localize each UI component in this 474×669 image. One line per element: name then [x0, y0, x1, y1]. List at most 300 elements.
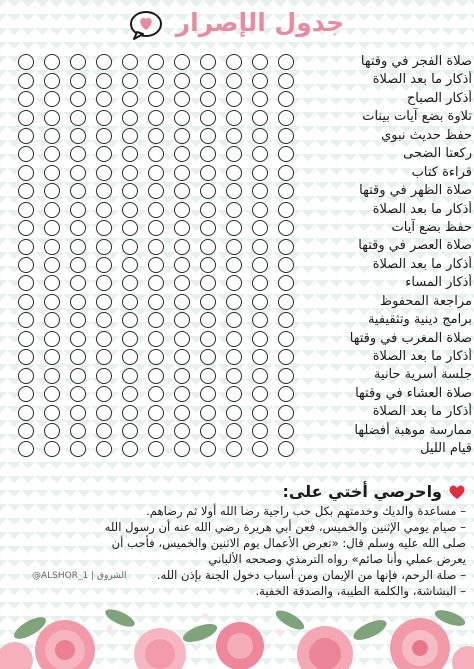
tracking-circle[interactable] [96, 349, 112, 365]
tracking-circle[interactable] [122, 441, 138, 457]
tracking-circle[interactable] [174, 312, 190, 328]
tracking-circle[interactable] [122, 110, 138, 126]
tip-line: – مساعدة والديك وخدمتهم بكل حب راجية رضا الله أولا ثم رضاهم. [146, 504, 466, 518]
tracking-circle[interactable] [96, 183, 112, 199]
tracking-circle[interactable] [226, 73, 242, 89]
tracking-circle[interactable] [252, 239, 268, 255]
tracking-circle[interactable] [18, 294, 34, 310]
tracking-circle[interactable] [122, 183, 138, 199]
tracking-circle[interactable] [122, 312, 138, 328]
tracking-circle[interactable] [122, 257, 138, 273]
tracking-circle[interactable] [96, 275, 112, 291]
tracking-circle[interactable] [148, 165, 164, 181]
tracking-circle[interactable] [122, 349, 138, 365]
tracking-circle[interactable] [18, 441, 34, 457]
tracking-circle[interactable] [96, 331, 112, 347]
tracking-circle[interactable] [44, 275, 60, 291]
tracking-circle[interactable] [122, 368, 138, 384]
tracking-circle[interactable] [148, 54, 164, 70]
tracking-circle[interactable] [226, 202, 242, 218]
tracking-circle[interactable] [96, 257, 112, 273]
tracking-circle[interactable] [252, 202, 268, 218]
tip-line: – البشاشة، والكلمة الطيبة، والصدقة الخفية. [255, 584, 466, 598]
tracking-circle[interactable] [18, 423, 34, 439]
tip-line: صلى الله عليه وسلم قال: «تعرض الأعمال يوم الاثنين والخميس، فأحب أن [111, 536, 466, 550]
grid-row [18, 256, 294, 274]
tracking-circle[interactable] [252, 423, 268, 439]
tip-line: يعرض عملي وأنا صائم» رواه الترمذي وصححه الألباني [208, 552, 466, 566]
tracking-circle[interactable] [226, 183, 242, 199]
tracking-circle[interactable] [174, 368, 190, 384]
grid-row [18, 311, 294, 329]
tracking-circle[interactable] [18, 275, 34, 291]
tracking-circle[interactable] [252, 275, 268, 291]
tracking-circle[interactable] [96, 239, 112, 255]
tracking-circle[interactable] [44, 331, 60, 347]
tracking-circle[interactable] [44, 183, 60, 199]
tracking-circle[interactable] [174, 165, 190, 181]
tracking-circle[interactable] [200, 368, 216, 384]
tracking-circle[interactable] [174, 202, 190, 218]
tracking-circle[interactable] [44, 239, 60, 255]
tracking-circle[interactable] [226, 146, 242, 162]
tracking-circle[interactable] [200, 441, 216, 457]
tracking-circle[interactable] [18, 220, 34, 236]
tips-list [8, 503, 466, 599]
tracking-circle[interactable] [252, 91, 268, 107]
tracking-circle[interactable] [18, 386, 34, 402]
title-bar [0, 6, 474, 42]
task-label: ممارسة موهبة أفضلها [354, 422, 472, 438]
tracking-circle[interactable] [18, 368, 34, 384]
tracking-circle[interactable] [148, 146, 164, 162]
tracking-circle[interactable] [44, 202, 60, 218]
tracking-circle[interactable] [44, 54, 60, 70]
tracking-circle[interactable] [278, 165, 294, 181]
tracking-circle[interactable] [174, 73, 190, 89]
task-label: جلسة أسرية حانية [374, 367, 472, 383]
grid-row [18, 90, 294, 108]
tracking-circle[interactable] [44, 220, 60, 236]
tracking-circle[interactable] [96, 54, 112, 70]
tracking-circle[interactable] [148, 257, 164, 273]
tracking-circle[interactable] [70, 220, 86, 236]
tracking-circle[interactable] [226, 110, 242, 126]
tracking-circle[interactable] [70, 331, 86, 347]
tracking-circle[interactable] [70, 275, 86, 291]
tracking-circle[interactable] [44, 368, 60, 384]
tracking-circle[interactable] [226, 423, 242, 439]
grid-row [18, 237, 294, 255]
tracking-circle[interactable] [278, 183, 294, 199]
tracking-circle[interactable] [96, 146, 112, 162]
tracking-circle[interactable] [148, 110, 164, 126]
tracking-circle[interactable] [278, 239, 294, 255]
tracking-circle[interactable] [148, 423, 164, 439]
tracking-circle[interactable] [96, 165, 112, 181]
tracking-circle[interactable] [122, 331, 138, 347]
page-title: جدول الإصرار [175, 8, 345, 37]
tracking-circle[interactable] [174, 275, 190, 291]
tips-section [8, 482, 466, 599]
tracking-circle[interactable] [96, 91, 112, 107]
task-label: برامج دينية وتثقيفية [367, 312, 472, 328]
tracking-circle[interactable] [122, 146, 138, 162]
tracking-circle[interactable] [226, 165, 242, 181]
rose-border-decoration [0, 588, 474, 669]
tracking-circle[interactable] [148, 331, 164, 347]
tracking-circle[interactable] [278, 91, 294, 107]
tracking-circle[interactable] [44, 110, 60, 126]
tracking-circle[interactable] [18, 312, 34, 328]
tracking-circle[interactable] [226, 91, 242, 107]
tracking-circle[interactable] [226, 405, 242, 421]
tracking-circle[interactable] [70, 128, 86, 144]
tracking-circle[interactable] [18, 257, 34, 273]
tracking-circle[interactable] [200, 91, 216, 107]
tracking-circle[interactable] [174, 54, 190, 70]
tracking-circle[interactable] [278, 312, 294, 328]
tracking-circle[interactable] [18, 54, 34, 70]
tracking-circle[interactable] [252, 54, 268, 70]
grid-row [18, 219, 294, 237]
grid-row [18, 53, 294, 71]
heart-icon [448, 484, 466, 500]
tracking-circle[interactable] [18, 110, 34, 126]
task-label: قيام الليل [420, 441, 472, 457]
tracking-circle[interactable] [278, 386, 294, 402]
tracking-circle[interactable] [174, 349, 190, 365]
watermark: @ALSHOR_1 | الشروق [32, 571, 127, 581]
tracking-circle[interactable] [252, 349, 268, 365]
tracking-circle[interactable] [148, 312, 164, 328]
task-label: حفظ بضع آيات [391, 219, 472, 235]
tracking-circle[interactable] [44, 441, 60, 457]
tracking-circle[interactable] [70, 349, 86, 365]
tracking-circle[interactable] [200, 257, 216, 273]
tracking-circle[interactable] [278, 128, 294, 144]
tracking-circle[interactable] [96, 128, 112, 144]
tracking-circle[interactable] [18, 239, 34, 255]
tracking-circle[interactable] [200, 331, 216, 347]
tracking-circle[interactable] [226, 239, 242, 255]
tracking-circle[interactable] [70, 239, 86, 255]
tracking-circle[interactable] [122, 73, 138, 89]
tracking-circle[interactable] [226, 275, 242, 291]
tracking-circle[interactable] [278, 441, 294, 457]
tracking-circle[interactable] [148, 368, 164, 384]
tracking-circle[interactable] [174, 331, 190, 347]
tracking-circle[interactable] [252, 220, 268, 236]
tracking-circle[interactable] [200, 165, 216, 181]
tracking-circle[interactable] [200, 294, 216, 310]
tracking-circle[interactable] [70, 257, 86, 273]
tracking-circle[interactable] [70, 202, 86, 218]
tracking-circle[interactable] [278, 146, 294, 162]
tracking-circle[interactable] [226, 349, 242, 365]
task-label: حفظ حديث نبوي [381, 127, 472, 143]
tracking-circle[interactable] [226, 220, 242, 236]
grid-row [18, 403, 294, 421]
tracking-circle[interactable] [18, 73, 34, 89]
tracking-circle[interactable] [44, 294, 60, 310]
tracking-circle[interactable] [226, 128, 242, 144]
tracking-circle[interactable] [70, 368, 86, 384]
tracking-circle[interactable] [226, 441, 242, 457]
tracking-circle[interactable] [278, 331, 294, 347]
tracking-circle[interactable] [278, 423, 294, 439]
task-label: ركعتا الضحى [403, 146, 472, 162]
tracking-circle[interactable] [252, 405, 268, 421]
task-label: صلاة الظهر في وقتها [359, 183, 472, 199]
tracking-circle[interactable] [226, 294, 242, 310]
tracking-circle[interactable] [70, 54, 86, 70]
tracking-circle[interactable] [148, 73, 164, 89]
tracking-circle[interactable] [148, 275, 164, 291]
task-label: أذكار ما بعد الصلاة [372, 201, 472, 217]
tracking-circle[interactable] [278, 220, 294, 236]
tracking-circle[interactable] [96, 202, 112, 218]
tracking-circle[interactable] [96, 312, 112, 328]
tracking-circle[interactable] [200, 110, 216, 126]
tracking-circle[interactable] [44, 423, 60, 439]
tracking-circle[interactable] [252, 312, 268, 328]
tracking-circle[interactable] [122, 91, 138, 107]
tracking-circle[interactable] [226, 312, 242, 328]
task-label: أذكار الصباح [406, 90, 472, 106]
tracking-circle[interactable] [200, 183, 216, 199]
tracking-circle[interactable] [18, 183, 34, 199]
tracking-circle[interactable] [278, 54, 294, 70]
task-label: صلاة العصر في وقتها [358, 238, 472, 254]
tip-line: – صيام يومي الإثنين والخميس، فعن أبي هريرة رضي الله عنه أن رسول الله [104, 520, 466, 534]
task-label: أذكار ما بعد الصلاة [372, 349, 472, 364]
tracking-circle[interactable] [252, 386, 268, 402]
tracking-circle[interactable] [200, 128, 216, 144]
grid-row [18, 71, 294, 89]
tracking-circle[interactable] [18, 146, 34, 162]
tracking-circle[interactable] [278, 349, 294, 365]
tracking-circle[interactable] [70, 405, 86, 421]
tracking-circle[interactable] [252, 128, 268, 144]
task-label: تلاوة بضع آيات بينات [362, 109, 472, 125]
tracking-circle[interactable] [278, 368, 294, 384]
tracking-circle[interactable] [200, 54, 216, 70]
task-label: صلاة الفجر في وقتها [360, 54, 472, 69]
tracking-circle[interactable] [278, 257, 294, 273]
tracking-circle[interactable] [44, 146, 60, 162]
tracking-circle[interactable] [174, 405, 190, 421]
tracking-circle[interactable] [252, 183, 268, 199]
tracking-circle[interactable] [70, 312, 86, 328]
task-label: صلاة المغرب في وقتها [349, 330, 472, 346]
tracking-circle[interactable] [278, 110, 294, 126]
tracking-circle[interactable] [44, 128, 60, 144]
tracking-circle[interactable] [122, 239, 138, 255]
tracking-circle[interactable] [252, 146, 268, 162]
tracking-circle[interactable] [278, 405, 294, 421]
tracking-circle[interactable] [70, 294, 86, 310]
tracking-circle[interactable] [44, 91, 60, 107]
grid-row [18, 182, 294, 200]
tracking-circle[interactable] [70, 91, 86, 107]
tracking-circle[interactable] [122, 128, 138, 144]
tracking-circle[interactable] [174, 146, 190, 162]
tracking-circle[interactable] [70, 73, 86, 89]
task-label: أذكار المساء [405, 275, 472, 291]
tracking-circle[interactable] [96, 441, 112, 457]
grid-row [18, 108, 294, 126]
grid-row [18, 127, 294, 145]
tracking-circle[interactable] [278, 202, 294, 218]
tracking-circle[interactable] [96, 368, 112, 384]
tracking-circle[interactable] [122, 220, 138, 236]
tracking-circle[interactable] [252, 331, 268, 347]
tracking-circle[interactable] [200, 146, 216, 162]
tracking-circle[interactable] [226, 54, 242, 70]
grid-row [18, 422, 294, 440]
tracking-circle[interactable] [96, 110, 112, 126]
task-list [296, 53, 472, 459]
tracking-circle[interactable] [148, 405, 164, 421]
grid-row [18, 440, 294, 458]
tracking-circle[interactable] [122, 165, 138, 181]
tracking-circle[interactable] [96, 423, 112, 439]
tracking-circle[interactable] [148, 386, 164, 402]
tracking-circle[interactable] [18, 202, 34, 218]
tracking-circle[interactable] [278, 275, 294, 291]
tracking-circle[interactable] [96, 294, 112, 310]
tracking-circle[interactable] [200, 73, 216, 89]
tracking-circle[interactable] [148, 91, 164, 107]
tracking-circle[interactable] [174, 386, 190, 402]
grid-row [18, 366, 294, 384]
tracking-circle[interactable] [96, 220, 112, 236]
tracking-circle[interactable] [200, 312, 216, 328]
tracking-circle[interactable] [70, 146, 86, 162]
tracking-circle[interactable] [174, 91, 190, 107]
tracking-circle[interactable] [70, 110, 86, 126]
tracking-grid [18, 53, 294, 459]
tracking-circle[interactable] [96, 73, 112, 89]
tracking-circle[interactable] [252, 73, 268, 89]
tracking-circle[interactable] [70, 423, 86, 439]
tracking-circle[interactable] [70, 183, 86, 199]
tracking-circle[interactable] [44, 73, 60, 89]
tracking-circle[interactable] [96, 386, 112, 402]
grid-row [18, 164, 294, 182]
tracking-circle[interactable] [278, 73, 294, 89]
tracking-circle[interactable] [122, 294, 138, 310]
grid-row [18, 330, 294, 348]
task-label: أذكار ما بعد الصلاة [372, 256, 472, 272]
tracking-circle[interactable] [200, 220, 216, 236]
tracking-circle[interactable] [122, 386, 138, 402]
tracking-circle[interactable] [174, 423, 190, 439]
tracking-circle[interactable] [18, 91, 34, 107]
tracking-circle[interactable] [122, 54, 138, 70]
tracking-circle[interactable] [252, 110, 268, 126]
tracking-circle[interactable] [18, 331, 34, 347]
tracking-circle[interactable] [70, 165, 86, 181]
tracking-circle[interactable] [44, 349, 60, 365]
tips-heading [8, 482, 466, 501]
tracking-circle[interactable] [226, 368, 242, 384]
tracking-circle[interactable] [200, 423, 216, 439]
task-label: أذكار ما بعد الصلاة [372, 72, 472, 88]
tracking-circle[interactable] [18, 165, 34, 181]
tracking-circle[interactable] [122, 275, 138, 291]
grid-row [18, 274, 294, 292]
tracking-circle[interactable] [200, 275, 216, 291]
grid-row [18, 385, 294, 403]
tracking-circle[interactable] [252, 294, 268, 310]
grid-row [18, 201, 294, 219]
tracking-circle[interactable] [174, 441, 190, 457]
tracking-circle[interactable] [96, 405, 112, 421]
tracking-circle[interactable] [148, 349, 164, 365]
tracking-circle[interactable] [148, 183, 164, 199]
tracking-circle[interactable] [122, 423, 138, 439]
tracking-circle[interactable] [18, 128, 34, 144]
tracking-circle[interactable] [44, 312, 60, 328]
tracking-circle[interactable] [252, 441, 268, 457]
tracking-circle[interactable] [44, 257, 60, 273]
task-label: صلاة العشاء في وقتها [355, 385, 472, 401]
tracking-circle[interactable] [18, 349, 34, 365]
tracking-circle[interactable] [174, 294, 190, 310]
tracking-circle[interactable] [148, 441, 164, 457]
tracking-circle[interactable] [122, 405, 138, 421]
tracking-circle[interactable] [148, 294, 164, 310]
tracking-circle[interactable] [122, 202, 138, 218]
tracking-circle[interactable] [200, 239, 216, 255]
tracking-circle[interactable] [174, 183, 190, 199]
tracking-circle[interactable] [148, 239, 164, 255]
tracking-circle[interactable] [174, 239, 190, 255]
tracking-circle[interactable] [18, 405, 34, 421]
tracking-circle[interactable] [200, 349, 216, 365]
grid-row [18, 348, 294, 366]
tracking-circle[interactable] [252, 257, 268, 273]
tracking-circle[interactable] [174, 110, 190, 126]
tracking-circle[interactable] [226, 257, 242, 273]
tracking-circle[interactable] [174, 220, 190, 236]
tracking-circle[interactable] [148, 128, 164, 144]
tips-heading-text: واحرصي أختي على: [282, 482, 442, 501]
tracking-circle[interactable] [252, 368, 268, 384]
tracking-circle[interactable] [278, 294, 294, 310]
task-label: مراجعة المحفوظ [380, 293, 472, 309]
tracking-circle[interactable] [200, 405, 216, 421]
tracking-circle[interactable] [226, 331, 242, 347]
tip-line: – صلة الرحم، فإنها من الإيمان ومن أسباب دخول الجنة بإذن الله. [156, 568, 466, 582]
tracking-circle[interactable] [252, 165, 268, 181]
tracking-circle[interactable] [148, 220, 164, 236]
tracking-circle[interactable] [226, 386, 242, 402]
tracking-circle[interactable] [200, 386, 216, 402]
tracking-circle[interactable] [44, 386, 60, 402]
tracking-circle[interactable] [44, 405, 60, 421]
tracking-circle[interactable] [44, 165, 60, 181]
tracking-circle[interactable] [70, 441, 86, 457]
grid-row [18, 145, 294, 163]
tracking-circle[interactable] [174, 257, 190, 273]
tracking-circle[interactable] [70, 386, 86, 402]
tracking-circle[interactable] [200, 202, 216, 218]
tracking-circle[interactable] [148, 202, 164, 218]
tracking-circle[interactable] [174, 128, 190, 144]
